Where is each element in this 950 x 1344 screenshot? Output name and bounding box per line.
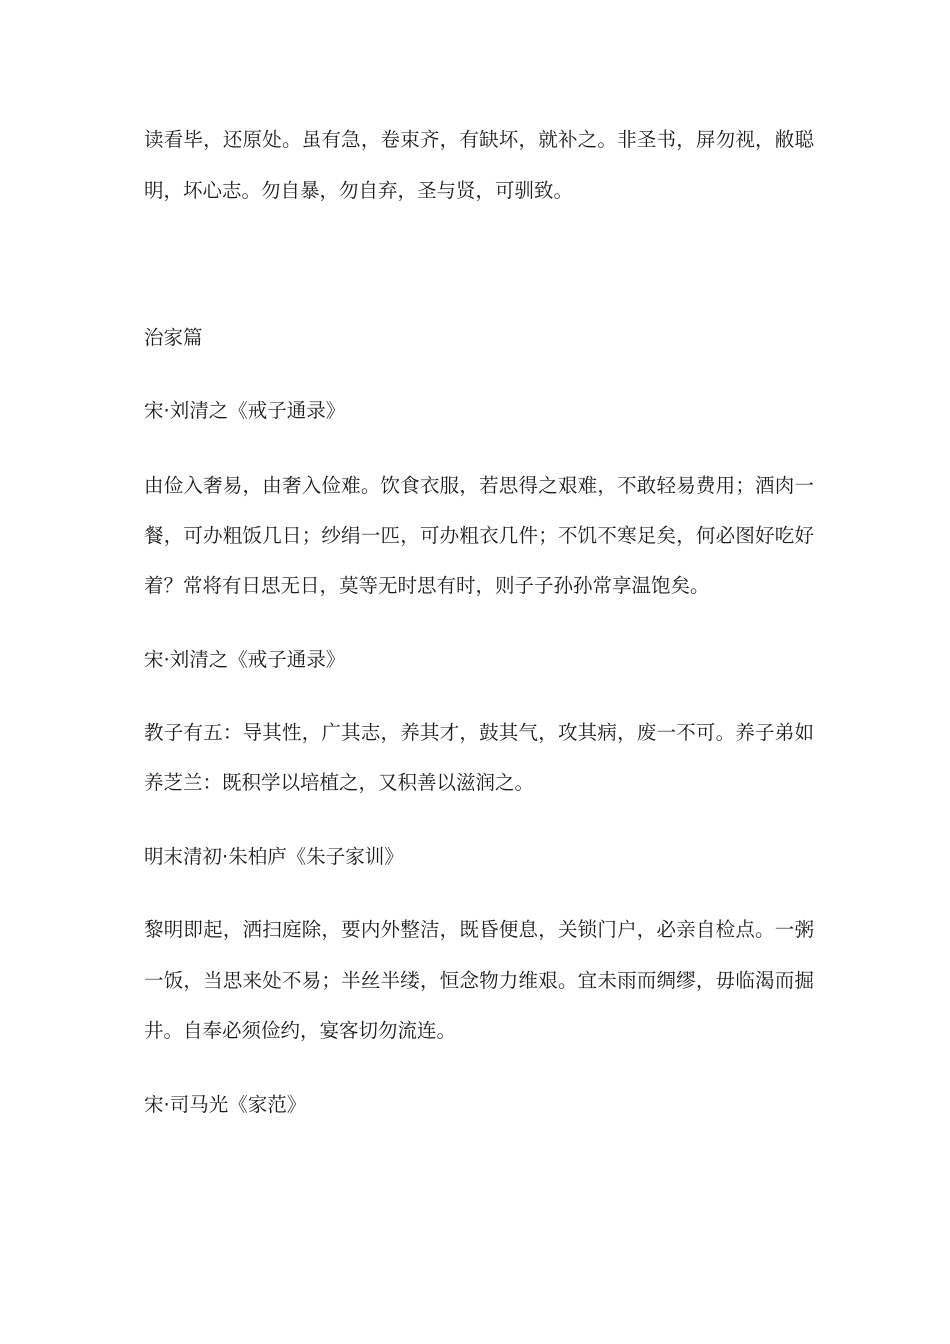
source-citation: 宋·司马光《家范》 xyxy=(144,1093,307,1116)
paragraph-line: 着？常将有日思无日，莫等无时思有时，则子子孙孙常享温饱矣。 xyxy=(144,574,710,597)
source-citation: 明末清初·朱柏庐《朱子家训》 xyxy=(144,845,404,868)
paragraph-line: 由俭入奢易，由奢入俭难。饮食衣服，若思得之艰难，不敢轻易费用；酒肉一 xyxy=(144,474,814,497)
section-title: 治家篇 xyxy=(144,326,203,349)
paragraph-line: 教子有五：导其性，广其志，养其才，鼓其气，攻其病，废一不可。养子弟如 xyxy=(144,721,814,744)
paragraph-line: 井。自奉必须俭约，宴客切勿流连。 xyxy=(144,1019,457,1042)
paragraph-line: 黎明即起，洒扫庭除，要内外整洁，既昏便息，关锁门户，必亲自检点。一粥 xyxy=(144,918,814,941)
source-citation: 宋·刘清之《戒子通录》 xyxy=(144,648,346,671)
source-citation: 宋·刘清之《戒子通录》 xyxy=(144,399,346,422)
paragraph-line: 餐，可办粗饭几日；纱绢一匹，可办粗衣几件；不饥不寒足矣，何必图好吃好 xyxy=(144,524,814,547)
paragraph-line: 一饭，当思来处不易；半丝半缕，恒念物力维艰。宜未雨而绸缪，毋临渴而掘 xyxy=(144,969,814,992)
paragraph-line: 明，坏心志。勿自暴，勿自弃，圣与贤，可驯致。 xyxy=(144,179,574,202)
paragraph-line: 养芝兰：既积学以培植之，又积善以滋润之。 xyxy=(144,771,535,794)
paragraph-line: 读看毕，还原处。虽有急，卷束齐，有缺坏，就补之。非圣书，屏勿视，敝聪 xyxy=(144,128,814,151)
